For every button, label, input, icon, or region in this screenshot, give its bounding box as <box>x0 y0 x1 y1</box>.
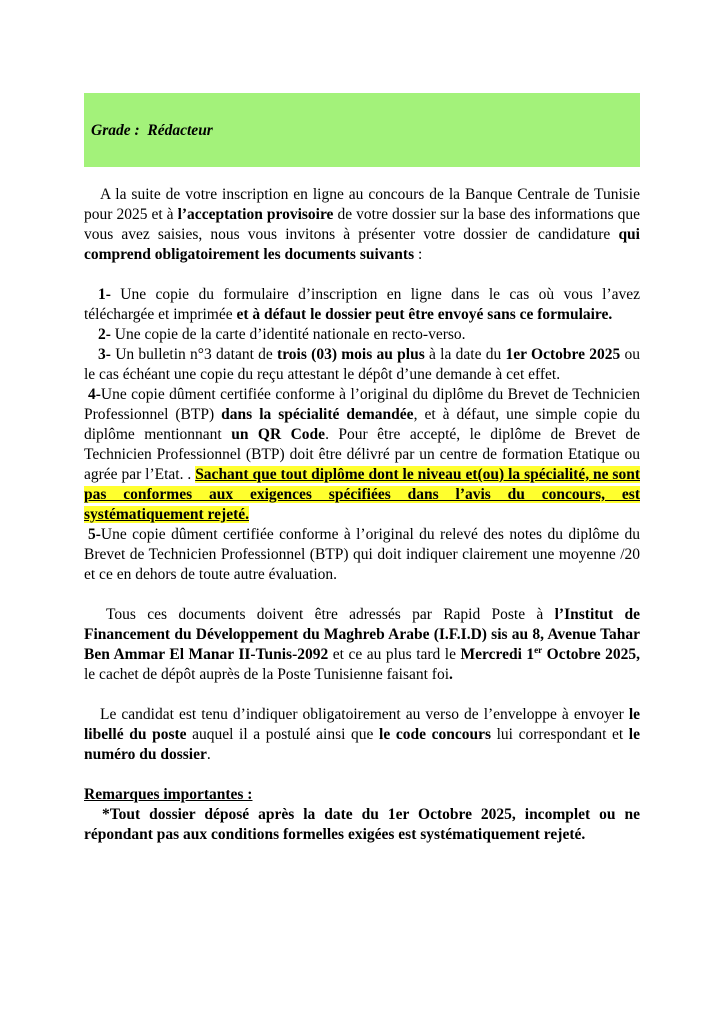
remarks-title: Remarques importantes : <box>84 786 253 803</box>
item-3: 3- Un bulletin n°3 datant de trois (03) mois au plus à la date du 1er Octobre 2025 ou le cas échéant une copie du reçu attestant le dépôt d’une demande à cet effet. <box>84 346 641 383</box>
remark-1: *Tout dossier déposé après la date du 1er Octobre 2025, incomplet ou ne répondant pas aux conditions formelles exigées est systématiquement rejeté. <box>84 806 640 843</box>
grade-label: Grade : <box>91 122 140 139</box>
item-2: 2- Une copie de la carte d’identité nationale en recto-verso. <box>98 326 466 343</box>
item-5: 5-Une copie dûment certifiée conforme à l’original du relevé des notes du diplôme du Brevet de Technicien Professionnel (BTP) qui doit indiquer clairement une moyenne /20 et ce en dehors de toute autre évaluation. <box>84 526 640 583</box>
grade-value: Rédacteur <box>147 122 213 139</box>
shipping-paragraph: Tous ces documents doivent être adressés par Rapid Poste à l’Institut de Financement du Développement du Maghreb Arabe (I.F.I.D) sis au 8, Avenue Tahar Ben Ammar El Manar II-Tunis-2092 et ce au plus tard le Mercredi 1er Octobre 2025, le cachet de dépôt auprès de la Poste Tunisienne faisant foi. <box>84 606 640 683</box>
item-1: 1- Une copie du formulaire d’inscription en ligne dans le cas où vous l’avez téléchargée et imprimée et à défaut le dossier peut être envoyé sans ce formulaire. <box>84 286 640 323</box>
intro-paragraph: A la suite de votre inscription en ligne au concours de la Banque Centrale de Tunisie pour 2025 et à l’acceptation provisoire de votre dossier sur la base des informations que vous avez saisies, nous vous invitons à présenter votre dossier de candidature qui comprend obligatoirement les documents suivants : <box>84 186 641 263</box>
grade-text <box>91 121 213 141</box>
envelope-paragraph: Le candidat est tenu d’indiquer obligatoirement au verso de l’enveloppe à envoyer le libellé du poste auquel il a postulé ainsi que le code concours lui correspondant et le numéro du dossier. <box>84 706 640 763</box>
grade-banner <box>84 93 640 167</box>
rejection-warning: Sachant que tout diplôme dont le niveau et(ou) la spécialité, ne sont pas conformes aux exigences spécifiées dans l’avis du concours, est systématiquement rejeté. <box>84 466 640 523</box>
letter-body <box>84 185 640 845</box>
item-4: 4-Une copie dûment certifiée conforme à l’original du diplôme du Brevet de Technicien Professionnel (BTP) dans la spécialité demandée, et à défaut, une simple copie du diplôme mentionnant un QR Code. Pour être accepté, le diplôme de Brevet de Technicien Professionnel (BTP) doit être délivré par un centre de formation Etatique ou agrée par l’Etat. . Sachant que tout diplôme dont le niveau et(ou) la spécialité, ne sont pas conformes aux exigences spécifiées dans l’avis du concours, est systématiquement rejeté. <box>84 386 640 523</box>
